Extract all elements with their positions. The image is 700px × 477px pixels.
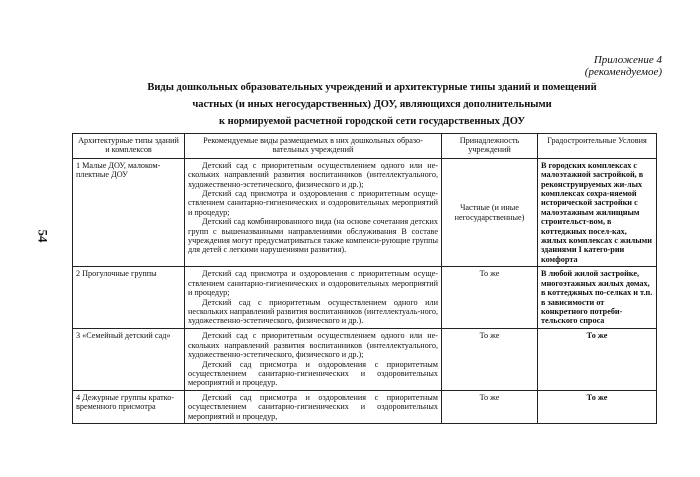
header-architectural-types: Архитектурные типы зданий и комплексов (73, 134, 185, 159)
cell-ownership: То же (442, 267, 538, 329)
cell-type: 3 «Семейный детский сад» (73, 329, 185, 390)
cell-conditions: То же (538, 390, 657, 423)
header-urban-conditions: Градостроительные Условия (538, 134, 657, 159)
cell-ownership: Частные (и иные негосударственные) (442, 158, 538, 266)
cell-ownership: То же (442, 329, 538, 390)
cell-type: 1 Малые ДОУ, малоком-плектные ДОУ (73, 158, 185, 266)
kind-paragraph: Детский сад с приоритетным осуществлением одного или нескольких направлений развития воспитанников (интеллектуаль-ного, художественно-эстетического, физического и др.). (188, 297, 438, 326)
cell-kinds (185, 267, 442, 329)
appendix-title: Приложение 4 (593, 54, 662, 66)
dou-types-table (72, 133, 657, 424)
document-title-line-3: к нормируемой расчетной городской сети государственных ДОУ (218, 116, 526, 127)
kind-paragraph: Детский сад присмотра и оздоровления с приоритетным осуществлением санитарно-гигиенических и оздоровительных мероприятий и процедур, (188, 392, 438, 421)
page-number: 54 (35, 229, 51, 243)
kind-paragraph: Детский сад присмотра и оздоровления с приоритетным осуще-ствлением санитарно-гигиенических и оздоровительных мероприятий и процедур; (188, 269, 438, 298)
document-title-line-1: Виды дошкольных образовательных учреждений и архитектурные типы зданий и помещений (147, 82, 597, 93)
header-ownership: Принадлежность учреждений (442, 134, 538, 159)
cell-kinds (185, 158, 442, 266)
cell-kinds (185, 390, 442, 423)
kind-paragraph: Детский сад комбинированного вида (на основе сочетания детских групп с вышеназванными направлениями обслуживания В составе учреждения могут предусматриваться также компенси-рующие группы для детей с легкими нарушениями развития). (188, 217, 438, 255)
cell-conditions: То же (538, 329, 657, 390)
kind-paragraph: Детский сад присмотра и оздоровления с приоритетным осуще-ствлением санитарно-гигиенических и оздоровительных мероприятий и процедур; (188, 189, 438, 217)
table-row (73, 158, 657, 266)
cell-ownership: То же (442, 390, 538, 423)
document-title-line-2: частных (и иных негосударственных) ДОУ, являющихся дополнительными (192, 99, 552, 110)
cell-type: 2 Прогулочные группы (73, 267, 185, 329)
header-recommended-kinds: Рекомендуемые виды размещаемых в них дошкольных образо-вательных учреждений (185, 134, 442, 159)
cell-conditions: В городских комплексах с малоэтажной застройкой, в реконструируемых жи-лых комплексах сохра-няемой исторической застройки с малоэтажным жилищным строительст-вом, в коттеджных посел-ках, жилых комплексах с жилыми зданиями I катего-рии комфорта (538, 158, 657, 266)
table-header-row (73, 134, 657, 159)
cell-type: 4 Дежурные группы кратко-временного присмотра (73, 390, 185, 423)
table-row (73, 329, 657, 390)
appendix-status: (рекомендуемое) (584, 66, 662, 78)
cell-conditions: В любой жилой застройке, многоэтажных жилых домах, в коттеджных по-селках и т.п. в зависимости от конкретного потреби-тельского спроса (538, 267, 657, 329)
cell-kinds (185, 329, 442, 390)
kind-paragraph: Детский сад с приоритетным осуществлением одного или не-скольких направлений развития воспитанников (интеллектуального, художественно-эстетического, физического и др.); (188, 160, 438, 189)
appendix-label (585, 54, 662, 78)
table-row (73, 267, 657, 329)
table-row (73, 390, 657, 423)
kind-paragraph: Детский сад с приоритетным осуществлением одного или не-скольких направлений развития воспитанников (интеллектуального, художественно-эстетического, физического и др.); (188, 331, 438, 360)
kind-paragraph: Детский сад присмотра и оздоровления с приоритетным осуществлением санитарно-гигиенических и оздоровительных мероприятий и процедур. (188, 359, 438, 388)
